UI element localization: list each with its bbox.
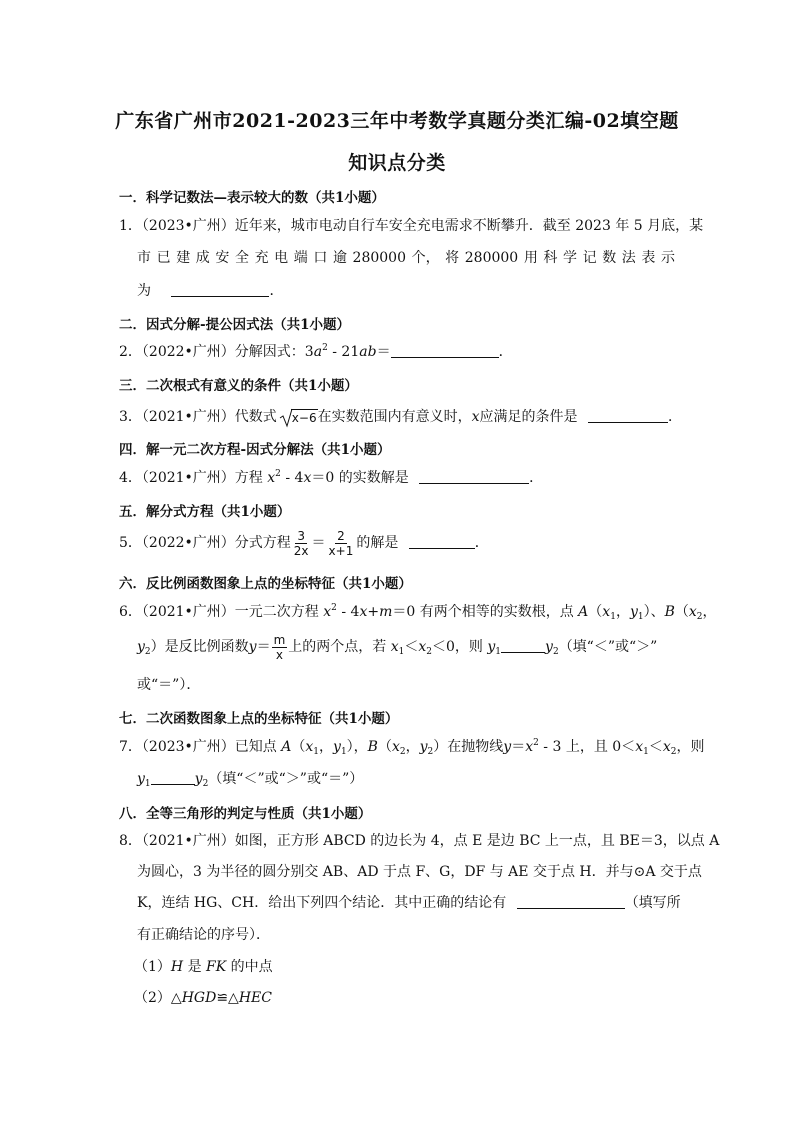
q5-f1-num: 3 [297,528,305,543]
q6-point-a: A [578,604,589,620]
q5-answer-blank [409,534,475,549]
q6-x2: x [688,604,697,620]
q6-answer-blank [501,638,545,653]
q5-fraction-2 [327,529,356,558]
q6-cond-sub2: 2 [426,647,433,657]
q3-mid1: 在实数范围内有意义时， [317,409,472,425]
q6-comma-a: ， [615,604,630,620]
q7-x2: x [391,739,400,755]
q1-line2-word: 法 [621,250,636,266]
q1-line2-word: 全 [234,250,249,266]
q1-line3-pre: 为 [137,283,151,299]
doc-title: 广东省广州市2021-2023三年中考数学真题分类汇编-02填空题 [115,110,679,132]
q2-post: ． [498,344,513,360]
section-heading-6: 六．反比例函数图象上点的坐标特征（共1小题） [119,576,412,592]
q1-line2-word: 用 [523,250,538,266]
q2-answer-blank [391,343,499,358]
q8-answer-blank [517,894,625,909]
q3-answer-blank [588,408,668,423]
q4-pre: 4．（2021•广州）方程 [119,470,268,486]
q7-sub1: 1 [313,747,320,757]
q6-sub1-y: 1 [637,612,644,622]
q6-var-x: x [323,604,332,620]
q1-line2-word: 280000 [464,250,519,266]
q6-exp: 2 [331,603,337,613]
q8-item1-fk: FK [206,959,227,975]
q8-item2-mid: ≌△ [216,990,239,1006]
q2-var-ab: ab [359,344,377,360]
q7-answer-blank [151,770,195,785]
q4-line [119,469,543,487]
q2-line [119,343,513,361]
q6-cond-sub1: 1 [398,647,405,657]
q8-line2: 为圆心，3 为半径的圆分别交 AB、AD 于点 F、G，DF 与 AE 交于点 H．并与⊙A 交于点 [137,864,702,880]
q7-x1: x [305,739,314,755]
q4-var-x: x [267,470,276,486]
q1-line2-word: 安 [215,250,230,266]
q7-y2: y [419,739,428,755]
q6-mid3: ＝0 有两个相等的实数根，点 [392,604,579,620]
q7-cond-sub2: 2 [670,747,677,757]
q5-f2-num: 2 [337,528,345,543]
q7-comma-a: ， [319,739,334,755]
q1-line2-word: 学 [563,250,577,266]
q6-func-eq: ＝ [256,639,271,655]
q1-line2-word: 将 [445,250,460,266]
q3-var-x: x [471,409,480,425]
q7-point-b: B [367,739,378,755]
q5-line [119,528,489,558]
q8-line3-pre: K，连结 HG、CH．给出下列四个结论．其中正确的结论有 [137,895,507,911]
q7-paren-b: （ [377,739,392,755]
q1-line2-word: 电 [274,250,289,266]
q8-item2-b: HEC [238,990,272,1006]
q6-var-m: m [379,604,393,620]
q2-exp: 2 [322,343,328,353]
q1-line2-word: 280000 [352,250,406,266]
q7-ans-sub1: 1 [144,779,151,789]
q5-fraction-1 [292,529,311,558]
q6-sub1: 1 [610,612,616,622]
q8-line4: 有正确结论的序号）． [137,927,270,943]
q3-post: ． [667,409,682,425]
q7-line2 [137,770,363,788]
q8-line3-post: （填写所 [624,895,681,911]
q6-ans-sub1: 1 [495,647,502,657]
q7-comma-b: ， [405,739,420,755]
q8-line3 [137,894,681,912]
q4-exp: 2 [275,469,281,479]
q1-line2-word: 个， [411,250,440,266]
q3-mid2: 应满足的条件是 [479,409,578,425]
q1-line2-word: 成 [195,250,210,266]
q6-paren-a: （ [588,604,603,620]
q6-line1 [119,603,717,621]
q6-line2 [137,632,657,662]
q4-post: ． [529,470,544,486]
section-heading-8: 八．全等三角形的判定与性质（共1小题） [119,806,372,822]
q6-y1: y [629,604,638,620]
q6-sub2: 2 [696,612,703,622]
q7-close-a: ）， [346,739,368,755]
q6-line3: 或“＝”）． [137,677,201,693]
q4-eq: ＝0 的实数解是 [311,470,409,486]
q7-cond-lt: ＜ [648,739,663,755]
q8-line1: 8．（2021•广州）如图，正方形 ABCD 的边长为 4，点 E 是边 BC 上一点，且 BE＝3，以点 A [119,833,720,849]
q5-post: ． [474,535,489,551]
q6-ans-sub2: 2 [552,647,559,657]
q7-cond-x1: x [635,739,644,755]
q7-paren-a: （ [291,739,306,755]
q5-f1-den: 2x [293,543,309,558]
q5-pre: 5．（2022•广州）分式方程 [119,535,291,551]
q1-line3-post: ． [269,283,284,299]
q2-pre: 2．（2022•广州）分解因式：3 [119,344,314,360]
q7-cond-sub1: 1 [643,747,649,757]
q7-ans-sub2: 2 [202,779,209,789]
q1-line2-word: 数 [602,250,617,266]
q8-item1-h: H [170,959,184,975]
q6-point-b: B [664,604,675,620]
q1-answer-blank [171,282,269,297]
q7-pre: 7．（2023•广州）已知点 [119,739,282,755]
q8-item-2 [134,989,272,1007]
q1-line2-word: 科 [543,250,558,266]
q5-f2-den: x+1 [328,543,354,558]
q8-item2-num: （2）△ [134,990,182,1006]
q6-frac-den: x [275,647,283,662]
q5-eq: ＝ [311,535,326,551]
q7-eqn-rest: - 3 上，且 0＜ [538,739,636,755]
q3-pre: 3．（2021•广州）代数式 [119,409,277,425]
q6-x1: x [602,604,611,620]
q7-fill-hint: （填“＜”或“＞”或“＝”） [208,771,364,787]
q6-func-y: y [248,639,257,655]
q8-item2-a: HGD [181,990,217,1006]
q6-cond-lt: ＜ [404,639,419,655]
radical-sign-icon [279,406,293,428]
q2-mid: - 21 [327,344,360,360]
q8-item-1 [134,958,273,976]
q7-sub2: 2 [399,747,406,757]
sqrt-expression [279,406,318,428]
q6-var-x-b: x [359,604,368,620]
section-heading-5: 五．解分式方程（共1小题） [119,504,291,520]
q7-sub1-y: 1 [340,747,347,757]
q6-fill-hint: （填“＜”或“＞” [558,639,658,655]
q1-line2-word: 建 [176,250,191,266]
q1-line1: 1．（2023•广州）近年来，城市电动自行车安全充电需求不断攀升．截至 2023 年 5 月底，某 [119,218,704,234]
q8-item1-num: （1） [134,959,171,975]
q6-l2-mid2: 上的两个点，若 [288,639,391,655]
q6-y2: y [137,639,145,655]
q1-line3 [137,282,283,300]
q7-eqn-x: x [525,739,534,755]
q1-line2-word: 示 [660,250,675,266]
q7-line1 [119,738,704,756]
q7-eqn-y: y [503,739,512,755]
q1-line2-word: 记 [582,250,597,266]
q6-cond-x2: x [418,639,427,655]
q6-frac-num: m [273,632,286,647]
q7-mid: 在抛物线 [447,739,504,755]
q1-line2-word: 市 [137,250,151,266]
q6-close-a: ）、 [643,604,665,620]
q1-line2-word: 端 [293,250,308,266]
q6-mid: - 4 [336,604,360,620]
q3-radicand: x−6 [291,411,317,425]
q7-cond-x2: x [662,739,671,755]
q6-line1-end: ， [702,604,717,620]
q1-line2-word: 口 [313,250,328,266]
q3-line [119,406,682,428]
q6-l2-mid: ）是反比例函数 [150,639,249,655]
q7-ans-y1: y [137,771,145,787]
q4-mid: - 4 [280,470,304,486]
q6-cond-rest: ＜0，则 [432,639,488,655]
q7-eqn-exp: 2 [533,738,539,748]
q7-close-b: ） [433,739,448,755]
section-heading-4: 四．解一元二次方程-因式分解法（共1小题） [119,442,391,458]
q1-line2-word: 表 [641,250,656,266]
q7-ans-y2: y [194,771,203,787]
q5-mid: 的解是 [356,535,399,551]
q8-item1-mid: 是 [183,959,207,975]
q2-var-a: a [313,344,323,360]
q6-sub2-y: 2 [144,647,151,657]
q1-line2 [137,249,675,267]
q2-eq: ＝ [376,344,391,360]
q6-ans-y1: y [487,639,496,655]
doc-subtitle: 知识点分类 [348,152,446,174]
q4-answer-blank [419,469,529,484]
q8-item1-post: 的中点 [226,959,273,975]
q1-line2-word: 已 [156,250,171,266]
q4-var-x2: x [303,470,312,486]
section-heading-2: 二．因式分解-提公因式法（共1小题） [119,317,350,333]
q1-line2-word: 逾 [332,250,347,266]
q1-line2-word: 充 [254,250,269,266]
q6-cond-x1: x [390,639,399,655]
q7-point-a: A [281,739,292,755]
section-heading-3: 三．二次根式有意义的条件（共1小题） [119,378,358,394]
q7-sub2-y: 2 [427,747,434,757]
q7-line1-end: ，则 [676,739,705,755]
q6-plus: + [367,604,380,620]
section-heading-7: 七．二次函数图象上点的坐标特征（共1小题） [119,711,399,727]
q6-ans-y2: y [545,639,553,655]
q7-y1: y [333,739,341,755]
q6-paren-b: （ [674,604,689,620]
q7-eqn-eq: ＝ [511,739,526,755]
q6-pre: 6．（2021•广州）一元二次方程 [119,604,324,620]
q6-fraction [272,633,288,662]
section-heading-1: 一．科学记数法—表示较大的数（共1小题） [119,190,385,206]
